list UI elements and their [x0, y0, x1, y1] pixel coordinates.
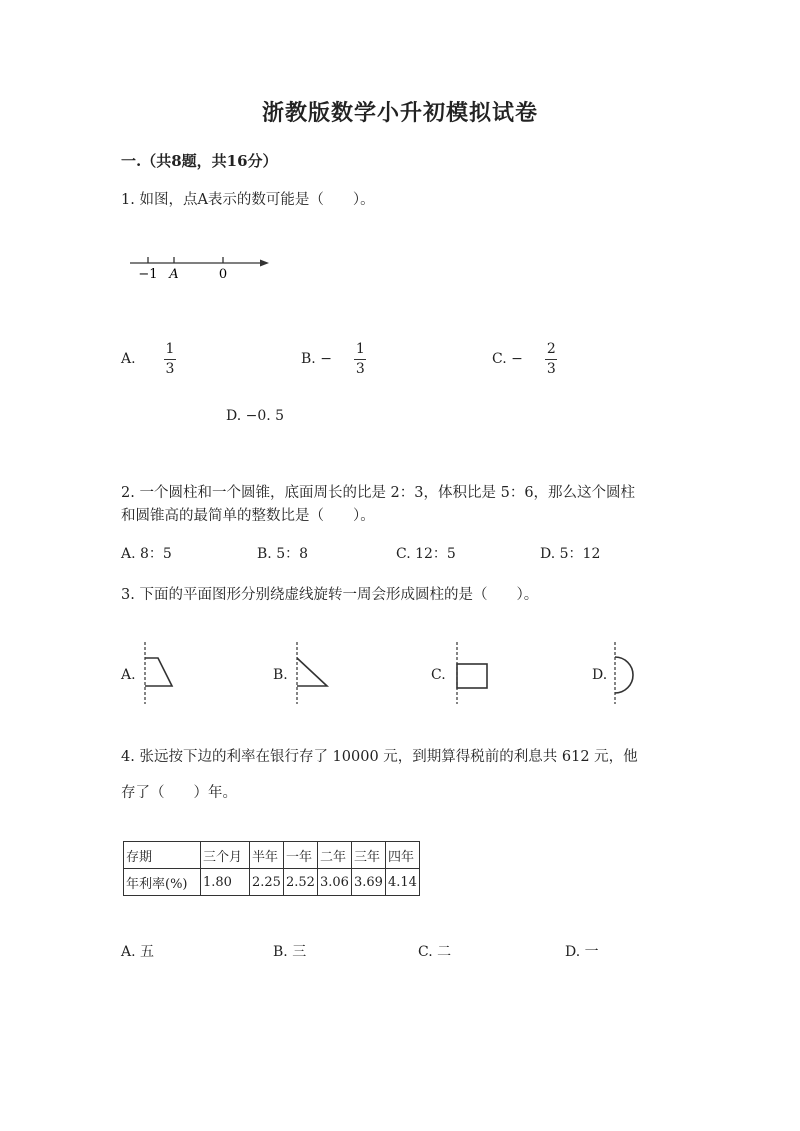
fraction-bar — [164, 359, 176, 360]
q1-option-b-prefix: B. − — [301, 351, 332, 368]
q3-option-d-label[interactable]: D. — [592, 667, 608, 683]
numerator: 2 — [546, 341, 556, 357]
fraction-bar — [354, 359, 366, 360]
question-2-line-2: 和圆锥高的最简单的整数比是（ ）。 — [121, 508, 375, 524]
table-cell: 三个月 — [201, 842, 250, 869]
table-cell: 2.25 — [250, 869, 284, 896]
table-cell: 二年 — [318, 842, 352, 869]
q1-option-d[interactable]: D. −0. 5 — [226, 408, 285, 424]
number-line-arrow — [260, 260, 269, 267]
page-title: 浙教版数学小升初模拟试卷 — [261, 100, 538, 126]
shape-a-trapezoid — [139, 640, 179, 706]
table-cell: 三年 — [352, 842, 386, 869]
label-zero: 0 — [218, 267, 228, 282]
q2-option-c[interactable]: C. 12：5 — [396, 546, 456, 562]
table-cell: 一年 — [284, 842, 318, 869]
q1-option-c-prefix: C. − — [492, 351, 523, 368]
trapezoid-outline — [145, 658, 172, 686]
table-cell: 1.80 — [201, 869, 250, 896]
fraction-one-third — [354, 342, 366, 376]
denominator: 3 — [355, 360, 365, 377]
fraction-one-third — [164, 342, 176, 376]
fraction-bar — [545, 359, 557, 360]
q4-option-c[interactable]: C. 二 — [418, 944, 452, 960]
number-line-figure — [126, 250, 272, 282]
fraction-two-thirds — [545, 342, 557, 376]
section-heading: 一.（共8题，共16分） — [121, 152, 278, 170]
table-cell: 3.06 — [318, 869, 352, 896]
q2-option-a[interactable]: A. 8：5 — [121, 546, 172, 562]
q3-option-c-label[interactable]: C. — [431, 667, 446, 683]
q4-option-a[interactable]: A. 五 — [121, 944, 155, 960]
shape-c-rectangle — [451, 640, 493, 706]
denominator: 3 — [165, 360, 175, 377]
q1-option-c[interactable] — [492, 342, 557, 376]
table-cell: 3.69 — [352, 869, 386, 896]
label-a: A — [169, 267, 179, 282]
numerator: 1 — [165, 341, 175, 357]
table-header-row — [124, 842, 420, 869]
table-cell: 半年 — [250, 842, 284, 869]
table-cell: 年利率(%) — [124, 869, 201, 896]
q4-option-d[interactable]: D. 一 — [565, 944, 599, 960]
rectangle-outline — [457, 664, 487, 688]
interest-rate-table — [123, 841, 420, 896]
q1-option-a-prefix: A. — [121, 351, 136, 368]
q2-option-d[interactable]: D. 5：12 — [540, 546, 601, 562]
question-3-text: 3. 下面的平面图形分别绕虚线旋转一周会形成圆柱的是（ ）。 — [121, 587, 539, 603]
denominator: 3 — [546, 360, 556, 377]
table-cell: 2.52 — [284, 869, 318, 896]
semicircle-outline — [615, 657, 633, 693]
table-cell: 四年 — [386, 842, 420, 869]
shape-b-triangle — [291, 640, 333, 706]
q3-option-b-label[interactable]: B. — [273, 667, 288, 683]
table-row — [124, 869, 420, 896]
label-minus-1: −1 — [138, 267, 158, 282]
question-4-line-2: 存了（ ）年。 — [121, 785, 237, 801]
q3-option-a-label[interactable]: A. — [121, 667, 136, 683]
q2-option-b[interactable]: B. 5：8 — [257, 546, 309, 562]
triangle-outline — [297, 658, 327, 686]
q1-option-a[interactable] — [121, 342, 176, 376]
table-cell: 4.14 — [386, 869, 420, 896]
q4-option-b[interactable]: B. 三 — [273, 944, 307, 960]
shape-d-semicircle — [609, 640, 645, 706]
question-4-line-1: 4. 张远按下边的利率在银行存了 10000 元，到期算得税前的利息共 612 元，他 — [121, 749, 638, 765]
table-cell: 存期 — [124, 842, 201, 869]
question-1-text: 1. 如图，点A表示的数可能是（ ）。 — [121, 192, 375, 208]
question-2-line-1: 2. 一个圆柱和一个圆锥，底面周长的比是 2：3，体积比是 5：6，那么这个圆柱 — [121, 485, 636, 501]
numerator: 1 — [355, 341, 365, 357]
q1-option-b[interactable] — [301, 342, 366, 376]
